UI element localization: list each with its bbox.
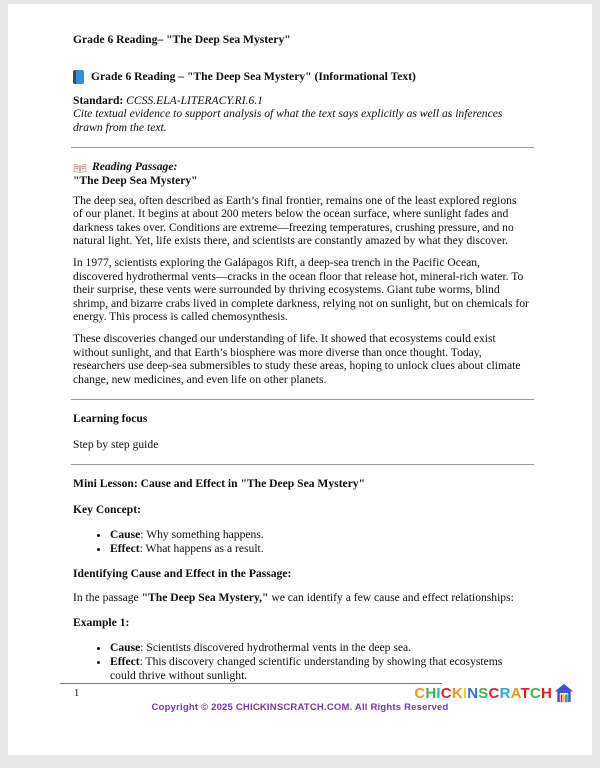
page-number: 1 (74, 688, 80, 699)
definition: : Why something happens. (140, 527, 264, 541)
copyright-text: Copyright © 2025 CHICKINSCRATCH.COM. All Rights Reserved (151, 702, 449, 713)
key-concept-list (73, 528, 529, 556)
lesson-title-row (73, 69, 529, 85)
learning-focus-subtext: Step by step guide (73, 437, 159, 451)
logo-wordmark: CHICKINSCRATCH (414, 684, 552, 702)
term: Cause (110, 527, 141, 541)
divider (71, 399, 534, 400)
document-page (8, 4, 592, 755)
lesson-title: Grade 6 Reading – "The Deep Sea Mystery" (Informational Text) (91, 69, 416, 83)
divider (71, 147, 534, 148)
definition: : This discovery changed scientific understanding by showing that ecosystems could thrive without sunlight. (110, 655, 503, 682)
standard-description: Cite textual evidence to support analysis of what the text says explicitly as well as inferences drawn from the text. (73, 107, 503, 134)
chickinscratch-logo (414, 683, 574, 703)
intro-suffix: we can identify a few cause and effect relationships: (268, 591, 514, 605)
intro-prefix: In the passage (73, 591, 142, 605)
footer-rule (60, 683, 442, 684)
divider (71, 464, 534, 465)
term: Effect (110, 655, 140, 669)
term: Cause (110, 640, 141, 654)
identify-heading: Identifying Cause and Effect in the Passage: (73, 566, 292, 580)
list-item (110, 542, 529, 556)
definition: : What happens as a result. (139, 542, 264, 556)
mini-lesson-heading: Mini Lesson: Cause and Effect in "The Deep Sea Mystery" (73, 477, 366, 491)
example1-list (73, 641, 529, 683)
open-book-icon (73, 163, 87, 174)
standard-label: Standard: (73, 93, 124, 107)
passage-title: "The Deep Sea Mystery" (73, 173, 198, 187)
list-item (110, 641, 529, 655)
list-item (110, 655, 529, 682)
intro-title: "The Deep Sea Mystery," (141, 591, 269, 605)
passage-heading-label: Reading Passage: (92, 160, 178, 174)
doc-title: Grade 6 Reading– "The Deep Sea Mystery" (73, 33, 291, 46)
house-icon (554, 683, 574, 703)
document-content (8, 4, 592, 682)
example1-heading: Example 1: (73, 616, 130, 630)
passage-paragraph: These discoveries changed our understanding of life. It showed that ecosystems could exist without sunlight, and that Earth’s biosphere was more diverse than once thought. Today, researchers use deep-sea submersibles to study these areas, hoping to unlock clues about climate change, new medicines, and even life on other planets. (73, 331, 521, 386)
list-item (110, 528, 529, 542)
term: Effect (110, 542, 140, 556)
intro-paragraph (73, 591, 529, 605)
passage-heading-row (73, 160, 529, 174)
key-concept-heading: Key Concept: (73, 503, 141, 517)
passage-paragraph: In 1977, scientists exploring the Galápagos Rift, a deep-sea trench in the Pacific Ocean, discovered hydrothermal vents—cracks in the ocean floor that release hot, mineral-rich water. To their surprise, these vents were surrounded by thriving ecosystems. Giant tube worms, blind shrimp, and bizarre crabs lived in complete darkness, relying not on sunlight, but on chemicals for energy. This process is called chemosynthesis. (73, 255, 529, 324)
standard-line (73, 94, 529, 108)
passage-paragraph: The deep sea, often described as Earth’s final frontier, remains one of the least explored regions of our planet. It begins at about 200 meters below the ocean surface, where sunlight fades and darkness takes over. Conditions are extreme—freezing temperatures, crushing pressure, and no natural light. Yet, life exists there, and scientists are constantly amazed by what they discover. (73, 193, 517, 248)
learning-focus-heading: Learning focus (73, 412, 148, 426)
definition: : Scientists discovered hydrothermal vents in the deep sea. (140, 640, 412, 654)
standard-code: CCSS.ELA-LITERACY.RI.6.1 (126, 93, 263, 107)
passage-heading (73, 160, 529, 187)
blue-book-icon (73, 70, 84, 84)
